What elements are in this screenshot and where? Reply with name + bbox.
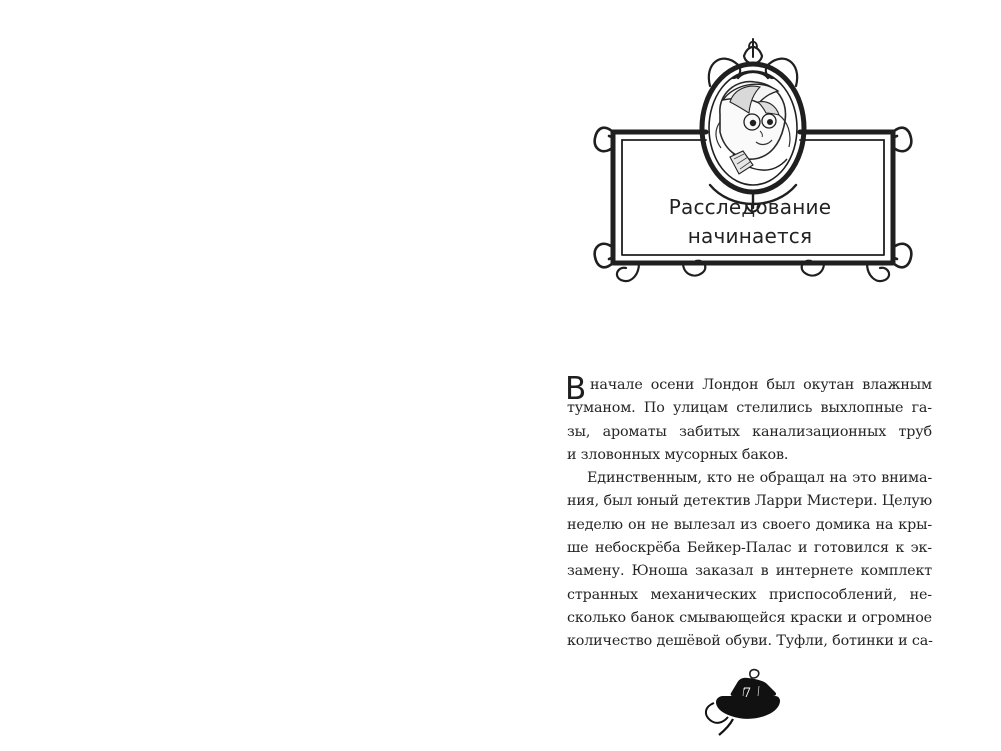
chapter-body [565, 371, 933, 654]
right-page [500, 0, 1001, 751]
paragraph-2-line-8: количество дешёвой обуви. Туфли, ботинки и са- [567, 633, 933, 650]
paragraph-1-line-1: начале осени Лондон был окутан влажным [590, 377, 932, 393]
paragraph-2-line-2: ния, был юный детектив Ларри Мистери. Целую [567, 493, 932, 510]
paragraph-1-line-3: зы, ароматы забитых канализационных труб [567, 423, 932, 440]
page-number: 7 [742, 686, 752, 701]
paragraph-2-line-6: странных механических приспособлений, не- [567, 586, 932, 603]
girl-portrait-icon [716, 82, 790, 174]
paragraph-2-line-7: сколько банок смывающейся краски и огромное [567, 609, 932, 626]
chapter-title [650, 193, 850, 251]
chapter-title-line-1: Расследование [668, 195, 832, 219]
paragraph-2-line-5: замену. Юноша заказал в интернете комплект [567, 563, 932, 580]
left-page [0, 0, 500, 751]
page-number-badge [704, 668, 784, 738]
paragraph-2-line-3: неделю он не вылезал из своего домика на кры- [567, 516, 932, 533]
drop-cap: В [565, 371, 587, 407]
paragraph-1-line-4: и зловонных мусорных баков. [567, 446, 789, 463]
detective-hat-icon [704, 668, 784, 738]
paragraph-2 [567, 467, 932, 653]
chapter-title-line-2: начинается [687, 224, 813, 248]
paragraph-1 [565, 371, 932, 467]
ornamental-frame-icon [578, 36, 928, 296]
paragraph-2-line-4: ше небоскрёба Бейкер-Палас и готовился к эк- [567, 540, 932, 557]
paragraph-1-line-2: туманом. По улицам стелились выхлопные га- [567, 400, 932, 417]
paragraph-2-line-1: Единственным, кто не обращал на это внима- [587, 470, 932, 487]
